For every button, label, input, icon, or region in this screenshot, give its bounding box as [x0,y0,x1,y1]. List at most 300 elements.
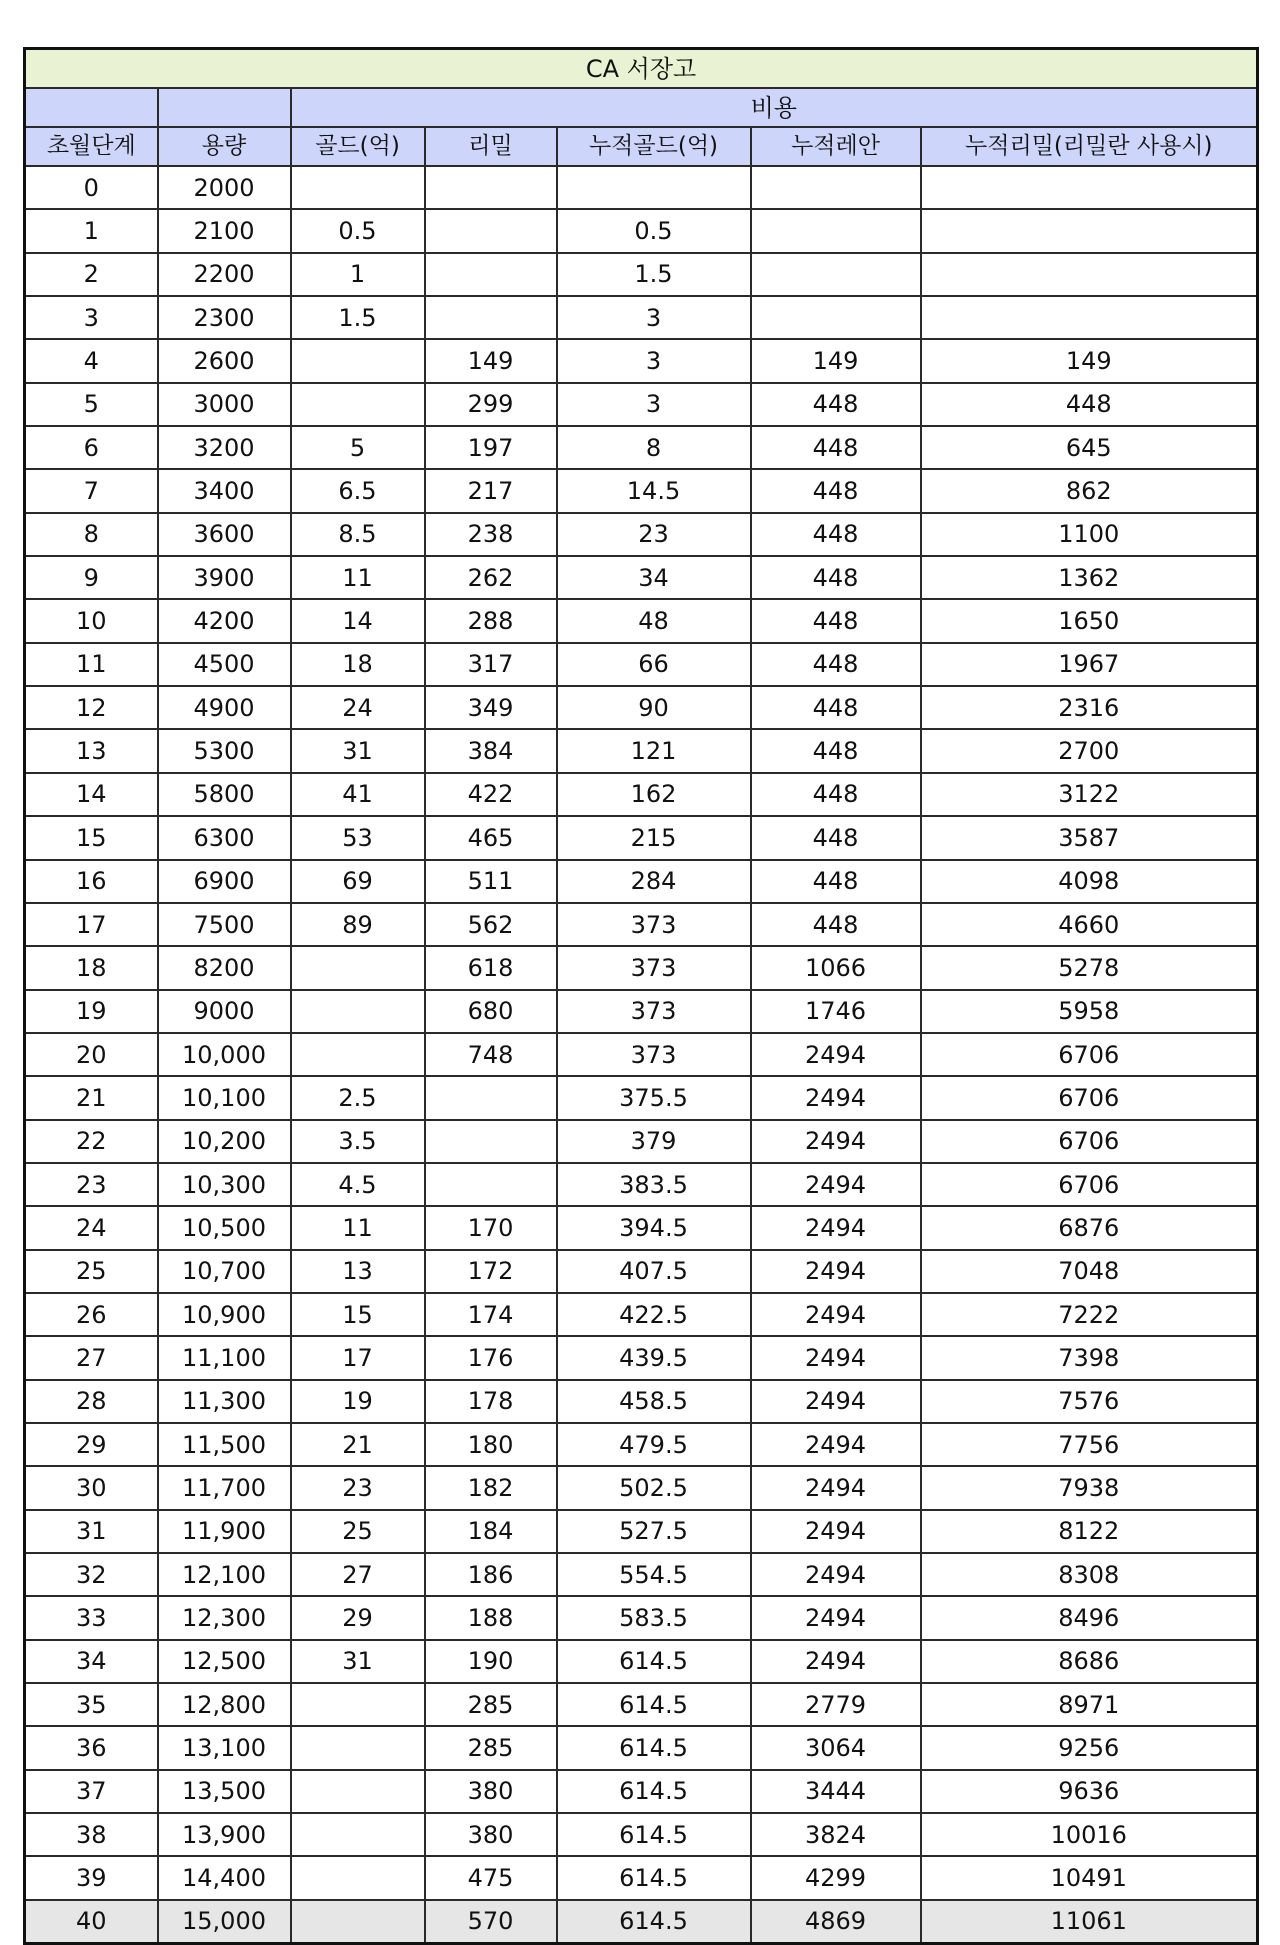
table-cell: 69 [291,860,425,903]
table-cell: 34 [25,1640,158,1683]
table-cell: 3400 [158,469,291,512]
table-cell: 35 [25,1683,158,1726]
title-row [25,49,1258,89]
table-cell: 24 [291,686,425,729]
table-row [25,1596,1258,1639]
table-cell: 2494 [751,1510,921,1553]
table-cell: 10,200 [158,1120,291,1163]
table-cell: 14 [291,599,425,642]
table-row [25,1293,1258,1336]
table-cell: 34 [557,556,751,599]
table-cell: 10,900 [158,1293,291,1336]
table-cell: 8.5 [291,513,425,556]
table-cell: 748 [425,1033,557,1076]
table-cell: 10,500 [158,1206,291,1249]
table-cell: 15 [25,816,158,859]
table-cell: 3900 [158,556,291,599]
table-cell: 2494 [751,1553,921,1596]
table-cell: 23 [557,513,751,556]
table-cell: 14,400 [158,1856,291,1899]
table-row [25,860,1258,903]
column-header: 누적레안 [751,127,921,166]
table-cell: 2494 [751,1250,921,1293]
table-cell: 184 [425,1510,557,1553]
group-header-blank [25,88,158,127]
table-cell: 27 [25,1336,158,1379]
table-cell: 614.5 [557,1726,751,1769]
table-cell: 19 [291,1380,425,1423]
table-cell: 4869 [751,1900,921,1944]
table-cell: 475 [425,1856,557,1899]
table-cell: 3587 [921,816,1258,859]
table-cell: 11,300 [158,1380,291,1423]
table-cell: 1100 [921,513,1258,556]
table-cell: 188 [425,1596,557,1639]
table-cell: 17 [291,1336,425,1379]
table-cell: 511 [425,860,557,903]
table-cell: 614.5 [557,1683,751,1726]
table-cell: 90 [557,686,751,729]
table-cell: 4098 [921,860,1258,903]
table-cell [751,296,921,339]
table-cell: 383.5 [557,1163,751,1206]
table-cell: 448 [751,469,921,512]
table-cell: 11 [25,643,158,686]
table-cell: 3 [25,296,158,339]
table-cell: 6706 [921,1120,1258,1163]
table-cell: 439.5 [557,1336,751,1379]
table-cell: 23 [25,1163,158,1206]
table-cell: 8971 [921,1683,1258,1726]
table-cell: 380 [425,1770,557,1813]
table-cell: 2494 [751,1206,921,1249]
table-cell: 29 [25,1423,158,1466]
table-cell: 0.5 [557,209,751,252]
table-cell: 583.5 [557,1596,751,1639]
table-cell: 2494 [751,1120,921,1163]
table-cell: 373 [557,990,751,1033]
table-cell [557,166,751,209]
table-cell: 1.5 [557,253,751,296]
table-cell: 422 [425,773,557,816]
column-header-row [25,127,1258,166]
table-cell [425,296,557,339]
table-cell: 23 [291,1466,425,1509]
table-cell: 407.5 [557,1250,751,1293]
table-cell: 3.5 [291,1120,425,1163]
table-cell: 614.5 [557,1856,751,1899]
table-cell: 4900 [158,686,291,729]
group-header-row [25,88,1258,127]
table-cell: 38 [25,1813,158,1856]
table-cell: 3 [557,296,751,339]
table-cell: 2494 [751,1293,921,1336]
table-cell: 373 [557,946,751,989]
table-cell [751,166,921,209]
table-cell: 17 [25,903,158,946]
table-cell: 31 [25,1510,158,1553]
table-cell [921,209,1258,252]
table-cell: 380 [425,1813,557,1856]
table-cell [291,166,425,209]
table-cell: 8 [557,426,751,469]
table-cell: 7576 [921,1380,1258,1423]
table-cell: 299 [425,383,557,426]
group-header-cost: 비용 [291,88,1258,127]
table-cell: 2316 [921,686,1258,729]
table-cell: 448 [751,686,921,729]
table-cell: 7048 [921,1250,1258,1293]
table-cell: 149 [921,339,1258,382]
table-row [25,946,1258,989]
table-row [25,469,1258,512]
table-cell [291,1683,425,1726]
table-cell: 2494 [751,1076,921,1119]
table-cell: 5958 [921,990,1258,1033]
table-cell: 6.5 [291,469,425,512]
table-cell: 6300 [158,816,291,859]
table-cell: 162 [557,773,751,816]
table-row [25,1466,1258,1509]
table-cell: 3000 [158,383,291,426]
table-cell: 149 [751,339,921,382]
table-cell: 3200 [158,426,291,469]
table-cell [751,209,921,252]
table-cell: 862 [921,469,1258,512]
table-cell: 0 [25,166,158,209]
table-cell: 2200 [158,253,291,296]
table-row [25,1856,1258,1899]
table-cell: 19 [25,990,158,1033]
table-cell: 1650 [921,599,1258,642]
table-cell [425,1076,557,1119]
table-cell: 3824 [751,1813,921,1856]
table-cell: 527.5 [557,1510,751,1553]
table-row [25,1683,1258,1726]
table-cell: 6 [25,426,158,469]
table-cell: 238 [425,513,557,556]
table-cell: 66 [557,643,751,686]
table-row [25,1336,1258,1379]
table-cell: 217 [425,469,557,512]
table-cell: 6706 [921,1163,1258,1206]
table-cell: 186 [425,1553,557,1596]
table-cell: 149 [425,339,557,382]
table-cell: 18 [291,643,425,686]
table-cell: 13 [291,1250,425,1293]
table-cell: 448 [751,643,921,686]
table-cell: 7500 [158,903,291,946]
table-cell: 458.5 [557,1380,751,1423]
table-cell: 11,500 [158,1423,291,1466]
table-cell: 7938 [921,1466,1258,1509]
table-cell: 448 [751,903,921,946]
table-cell: 349 [425,686,557,729]
table-cell [425,1120,557,1163]
table-cell: 12,500 [158,1640,291,1683]
table-cell [291,1033,425,1076]
table-cell: 8308 [921,1553,1258,1596]
table-cell: 375.5 [557,1076,751,1119]
table-cell: 2494 [751,1466,921,1509]
table-cell: 614.5 [557,1640,751,1683]
table-row [25,1163,1258,1206]
table-cell: 1967 [921,643,1258,686]
table-cell: 618 [425,946,557,989]
table-cell: 36 [25,1726,158,1769]
table-cell: 284 [557,860,751,903]
table-row [25,426,1258,469]
table-cell: 2.5 [291,1076,425,1119]
table-cell: 1 [291,253,425,296]
table-cell: 20 [25,1033,158,1076]
table-cell: 422.5 [557,1293,751,1336]
table-row [25,1640,1258,1683]
table-cell: 48 [557,599,751,642]
column-header: 용량 [158,127,291,166]
table-cell: 33 [25,1596,158,1639]
table-cell: 7756 [921,1423,1258,1466]
table-cell: 29 [291,1596,425,1639]
table-cell: 13,900 [158,1813,291,1856]
table-cell: 0.5 [291,209,425,252]
table-cell [425,253,557,296]
column-header: 누적골드(억) [557,127,751,166]
table-row [25,1900,1258,1944]
table-cell: 28 [25,1380,158,1423]
table-cell [291,383,425,426]
table-cell: 9 [25,556,158,599]
table-cell: 26 [25,1293,158,1336]
table-cell: 2494 [751,1163,921,1206]
table-cell: 10016 [921,1813,1258,1856]
table-cell: 21 [291,1423,425,1466]
table-cell: 12 [25,686,158,729]
table-cell: 9256 [921,1726,1258,1769]
table-cell [921,253,1258,296]
table-cell: 18 [25,946,158,989]
table-row [25,990,1258,1033]
table-row [25,556,1258,599]
table-cell: 11 [291,556,425,599]
table-cell: 5 [291,426,425,469]
table-cell: 11061 [921,1900,1258,1944]
table-cell: 373 [557,1033,751,1076]
table-cell: 197 [425,426,557,469]
table-cell: 1 [25,209,158,252]
table-cell: 13,100 [158,1726,291,1769]
table-cell: 448 [751,513,921,556]
table-cell: 4660 [921,903,1258,946]
table-cell [291,946,425,989]
table-cell: 3122 [921,773,1258,816]
table-row [25,729,1258,772]
table-cell: 2494 [751,1640,921,1683]
table-cell: 11 [291,1206,425,1249]
table-cell: 25 [25,1250,158,1293]
column-header: 골드(억) [291,127,425,166]
table-cell: 9000 [158,990,291,1033]
table-cell: 384 [425,729,557,772]
table-row [25,903,1258,946]
table-cell: 448 [751,426,921,469]
table-cell: 570 [425,1900,557,1944]
table-cell: 22 [25,1120,158,1163]
table-cell: 2494 [751,1033,921,1076]
table-cell: 288 [425,599,557,642]
table-cell [291,1813,425,1856]
column-header: 누적리밀(리밀란 사용시) [921,127,1258,166]
table-row [25,1510,1258,1553]
table-cell [291,1726,425,1769]
table-cell: 8200 [158,946,291,989]
table-cell: 448 [921,383,1258,426]
table-cell: 1746 [751,990,921,1033]
table-cell: 12,100 [158,1553,291,1596]
table-cell: 1362 [921,556,1258,599]
table-cell: 1.5 [291,296,425,339]
table-cell: 30 [25,1466,158,1509]
table-cell: 5 [25,383,158,426]
table-row [25,1033,1258,1076]
table-cell: 554.5 [557,1553,751,1596]
table-cell: 53 [291,816,425,859]
table-cell: 448 [751,383,921,426]
table-cell: 11,700 [158,1466,291,1509]
table-cell: 2494 [751,1423,921,1466]
table-cell: 21 [25,1076,158,1119]
table-title: CA 서장고 [25,49,1258,89]
table-cell: 10 [25,599,158,642]
table-cell: 24 [25,1206,158,1249]
table-cell: 2100 [158,209,291,252]
table-cell: 12,800 [158,1683,291,1726]
table-cell: 174 [425,1293,557,1336]
table-cell: 31 [291,1640,425,1683]
table-cell: 10491 [921,1856,1258,1899]
table-cell [921,296,1258,339]
table-cell: 6706 [921,1033,1258,1076]
table-cell: 6876 [921,1206,1258,1249]
table-cell: 176 [425,1336,557,1379]
table-cell: 8122 [921,1510,1258,1553]
table-cell: 11,100 [158,1336,291,1379]
table-cell: 448 [751,773,921,816]
table-row [25,339,1258,382]
table-cell: 11,900 [158,1510,291,1553]
table-cell: 502.5 [557,1466,751,1509]
table-cell: 4.5 [291,1163,425,1206]
table-cell: 448 [751,816,921,859]
table-cell: 40 [25,1900,158,1944]
table-cell: 4 [25,339,158,382]
column-header: 초월단계 [25,127,158,166]
table-cell: 13 [25,729,158,772]
table-row [25,296,1258,339]
table-cell: 3600 [158,513,291,556]
table-cell: 14 [25,773,158,816]
table-cell: 7 [25,469,158,512]
table-cell: 39 [25,1856,158,1899]
table-row [25,643,1258,686]
table-cell: 2779 [751,1683,921,1726]
table-cell: 394.5 [557,1206,751,1249]
table-cell [425,166,557,209]
storage-upgrade-table [23,47,1259,1945]
table-cell: 15 [291,1293,425,1336]
table-cell: 614.5 [557,1813,751,1856]
table-cell: 562 [425,903,557,946]
table-row [25,599,1258,642]
table-cell: 2494 [751,1336,921,1379]
table-cell: 6900 [158,860,291,903]
table-cell: 172 [425,1250,557,1293]
table-row [25,1770,1258,1813]
table-row [25,1120,1258,1163]
table-cell [425,209,557,252]
column-header: 리밀 [425,127,557,166]
table-cell: 448 [751,556,921,599]
table-cell: 479.5 [557,1423,751,1466]
table-cell: 5278 [921,946,1258,989]
table-cell: 10,300 [158,1163,291,1206]
table-row [25,773,1258,816]
table-cell: 614.5 [557,1900,751,1944]
table-cell: 3444 [751,1770,921,1813]
table-cell: 10,700 [158,1250,291,1293]
table-cell: 37 [25,1770,158,1813]
table-cell: 3064 [751,1726,921,1769]
table-cell: 215 [557,816,751,859]
table-cell: 15,000 [158,1900,291,1944]
table-cell [291,339,425,382]
table-cell: 178 [425,1380,557,1423]
table-cell: 448 [751,729,921,772]
table-cell: 2000 [158,166,291,209]
table-row [25,1380,1258,1423]
table-cell: 121 [557,729,751,772]
table-cell: 8 [25,513,158,556]
table-row [25,513,1258,556]
table-cell: 285 [425,1683,557,1726]
table-cell: 5300 [158,729,291,772]
table-cell: 262 [425,556,557,599]
table-cell: 190 [425,1640,557,1683]
table-cell: 8686 [921,1640,1258,1683]
table-cell: 2494 [751,1596,921,1639]
table-row [25,209,1258,252]
table-row [25,383,1258,426]
table-cell: 5800 [158,773,291,816]
table-cell: 3 [557,339,751,382]
group-header-blank [158,88,291,127]
table-cell: 7222 [921,1293,1258,1336]
table-cell: 680 [425,990,557,1033]
table-row [25,1813,1258,1856]
table-cell: 27 [291,1553,425,1596]
table-cell: 317 [425,643,557,686]
table-cell [291,1900,425,1944]
table-cell: 379 [557,1120,751,1163]
table-cell: 4500 [158,643,291,686]
table-cell [425,1163,557,1206]
table-cell: 4299 [751,1856,921,1899]
table-row [25,1726,1258,1769]
table-row [25,1250,1258,1293]
table-cell: 448 [751,860,921,903]
table-cell: 41 [291,773,425,816]
table-cell: 2300 [158,296,291,339]
